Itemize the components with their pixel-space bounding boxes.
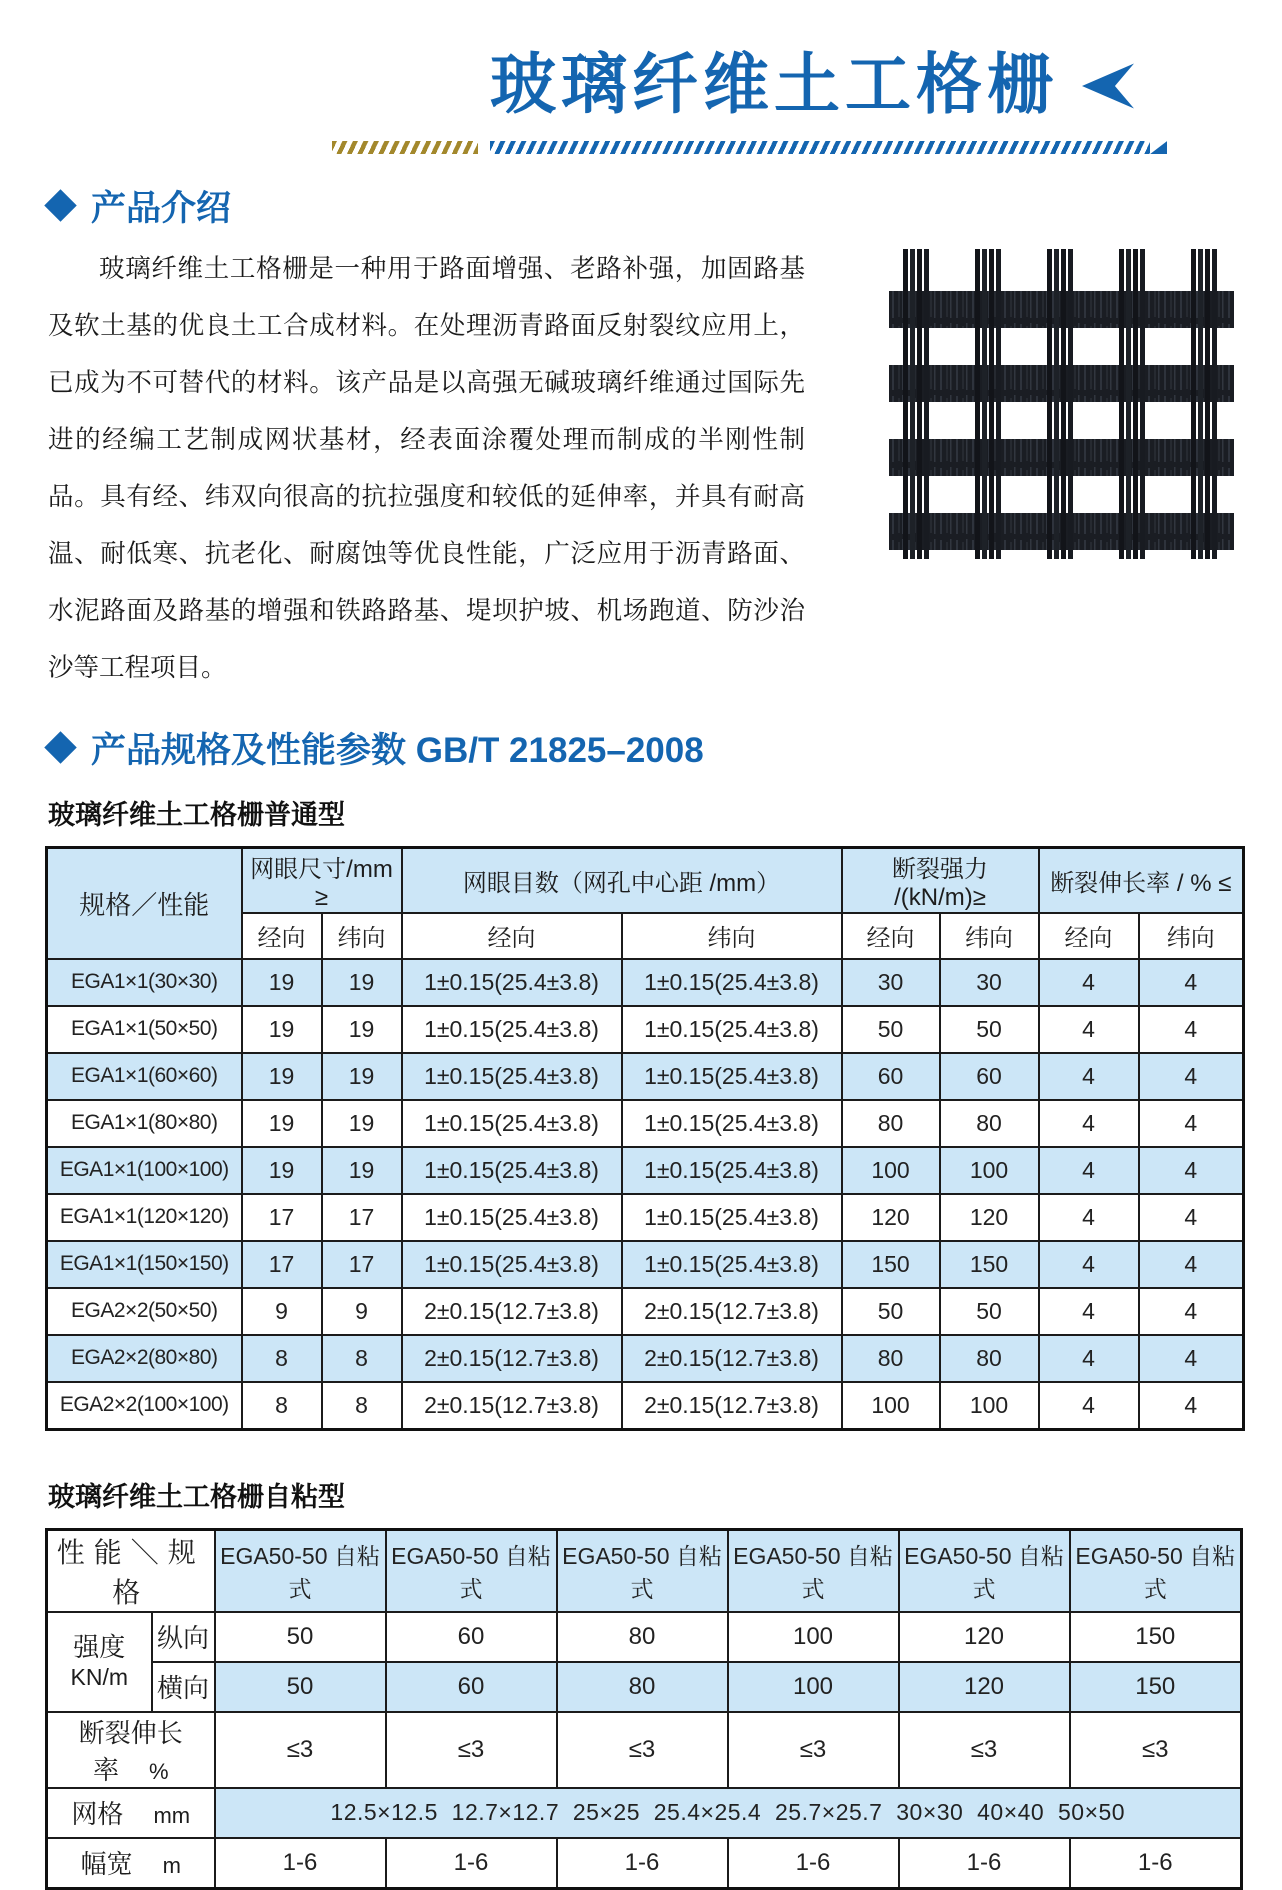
transverse-strength-row bbox=[47, 1662, 1242, 1712]
spec-value-cell: 80 bbox=[940, 1100, 1039, 1147]
width-row bbox=[47, 1838, 1242, 1889]
blue-stripe-bar bbox=[490, 141, 1150, 154]
strength-label-text: 强度 bbox=[73, 1631, 126, 1662]
spec-value-cell: 1±0.15(25.4±3.8) bbox=[622, 1053, 842, 1100]
spec-name-cell: EGA2×2(50×50) bbox=[47, 1288, 242, 1335]
spec-value-cell: 4 bbox=[1139, 1006, 1244, 1053]
spec-value-cell: 80 bbox=[940, 1335, 1039, 1382]
table-body bbox=[47, 959, 1244, 1430]
spec-value-cell: 50 bbox=[940, 1006, 1039, 1053]
elongation-header: 断裂伸长率 / % ≤ bbox=[1039, 847, 1244, 913]
width-value-cell: 1-6 bbox=[215, 1838, 386, 1889]
strength-value-cell: 60 bbox=[386, 1612, 557, 1662]
direction-header: 经向 bbox=[242, 913, 322, 959]
spec-header-cell: EGA50-50 自粘式 bbox=[1070, 1529, 1242, 1612]
spec-name-cell: EGA2×2(100×100) bbox=[47, 1382, 242, 1430]
spec-value-cell: 30 bbox=[940, 959, 1039, 1006]
spec-value-cell: 4 bbox=[1139, 1100, 1244, 1147]
section-heading: 产品规格及性能参数 GB/T 21825–2008 bbox=[91, 730, 704, 770]
spec-name-cell: EGA2×2(80×80) bbox=[47, 1335, 242, 1382]
break-strength-header: 断裂强力 /(kN/m)≥ bbox=[842, 847, 1039, 913]
table-header-row bbox=[47, 847, 1244, 913]
spec-value-cell: 1±0.15(25.4±3.8) bbox=[402, 1241, 622, 1288]
elongation-value-cell: ≤3 bbox=[386, 1712, 557, 1788]
elongation-value-cell: ≤3 bbox=[728, 1712, 899, 1788]
perf-spec-corner: 性能＼规格 bbox=[47, 1529, 215, 1612]
geogrid-photo-image bbox=[889, 249, 1234, 559]
strength-unit-text: KN/m bbox=[70, 1664, 128, 1691]
spec-value-cell: 17 bbox=[242, 1241, 322, 1288]
mesh-label bbox=[47, 1788, 215, 1838]
mesh-count-header: 网眼目数（网孔中心距 /mm） bbox=[402, 847, 842, 913]
width-value-cell: 1-6 bbox=[557, 1838, 728, 1889]
direction-header: 经向 bbox=[1039, 913, 1139, 959]
gold-stripe-bar bbox=[332, 141, 478, 154]
spec-value-cell: 4 bbox=[1039, 1006, 1139, 1053]
strength-value-cell: 50 bbox=[215, 1662, 386, 1712]
spec-value-cell: 1±0.15(25.4±3.8) bbox=[402, 1147, 622, 1194]
mesh-unit-text: mm bbox=[153, 1803, 191, 1829]
spec-value-cell: 60 bbox=[940, 1053, 1039, 1100]
spec-value-cell: 2±0.15(12.7±3.8) bbox=[622, 1382, 842, 1430]
strength-value-cell: 80 bbox=[557, 1662, 728, 1712]
spec-value-cell: 17 bbox=[322, 1194, 402, 1241]
table-row bbox=[47, 1241, 1244, 1288]
spec-value-cell: 60 bbox=[842, 1053, 940, 1100]
spec-name-cell: EGA1×1(150×150) bbox=[47, 1241, 242, 1288]
intro-paragraph: 玻璃纤维土工格栅是一种用于路面增强、老路补强，加固路基及软土基的优良土工合成材料。在处理沥青路面反射裂纹应用上，已成为不可替代的材料。该产品是以高强无碱玻璃纤维通过国际先进的经编工艺制成网状基材，经表面涂覆处理而制成的半刚性制品。具有经、纬双向很高的抗拉强度和较低的延伸率，并具有耐高 温、耐低寒、抗老化、耐腐蚀等优良性能，广泛应用于沥青路面、水泥路面及路基的增强和铁路路基、堤坝护坡、机场跑道、防沙治沙等工程项目。 bbox=[48, 254, 805, 682]
spec-name-cell: EGA1×1(50×50) bbox=[47, 1006, 242, 1053]
width-value-cell: 1-6 bbox=[1070, 1838, 1242, 1889]
spec-value-cell: 4 bbox=[1039, 1147, 1139, 1194]
elongation-value-cell: ≤3 bbox=[215, 1712, 386, 1788]
table-row bbox=[47, 1335, 1244, 1382]
spec-value-cell: 100 bbox=[940, 1147, 1039, 1194]
spec-value-cell: 4 bbox=[1039, 1241, 1139, 1288]
left-chevron-icon bbox=[1082, 63, 1134, 109]
spec-header-row bbox=[47, 1529, 1242, 1612]
spec-value-cell: 19 bbox=[322, 959, 402, 1006]
spec-value-cell: 1±0.15(25.4±3.8) bbox=[622, 959, 842, 1006]
spec-value-cell: 9 bbox=[242, 1288, 322, 1335]
standard-type-table bbox=[45, 846, 1245, 1431]
width-value-cell: 1-6 bbox=[386, 1838, 557, 1889]
transverse-label: 横向 bbox=[152, 1662, 215, 1712]
elongation-label bbox=[47, 1712, 215, 1788]
strength-value-cell: 60 bbox=[386, 1662, 557, 1712]
spec-value-cell: 1±0.15(25.4±3.8) bbox=[622, 1194, 842, 1241]
geogrid-photo bbox=[889, 249, 1234, 559]
spec-perf-header: 规格／性能 bbox=[47, 847, 242, 959]
spec-header-cell: EGA50-50 自粘式 bbox=[557, 1529, 728, 1612]
spec-value-cell: 4 bbox=[1139, 1194, 1244, 1241]
spec-header-cell: EGA50-50 自粘式 bbox=[728, 1529, 899, 1612]
elongation-unit-text: % bbox=[148, 1758, 169, 1784]
spec-value-cell: 8 bbox=[322, 1382, 402, 1430]
spec-value-cell: 1±0.15(25.4±3.8) bbox=[622, 1147, 842, 1194]
spec-value-cell: 2±0.15(12.7±3.8) bbox=[622, 1335, 842, 1382]
spec-value-cell: 2±0.15(12.7±3.8) bbox=[622, 1288, 842, 1335]
intro-heading-row bbox=[48, 181, 1282, 231]
stripe-end-triangle bbox=[1150, 141, 1167, 154]
spec-value-cell: 1±0.15(25.4±3.8) bbox=[622, 1006, 842, 1053]
elongation-value-cell: ≤3 bbox=[1070, 1712, 1242, 1788]
spec-value-cell: 150 bbox=[842, 1241, 940, 1288]
spec-value-cell: 50 bbox=[842, 1006, 940, 1053]
spec-value-cell: 50 bbox=[940, 1288, 1039, 1335]
spec-value-cell: 2±0.15(12.7±3.8) bbox=[402, 1382, 622, 1430]
spec-value-cell: 8 bbox=[242, 1335, 322, 1382]
self-adhesive-type-table bbox=[45, 1528, 1243, 1890]
page-header bbox=[0, 0, 1282, 155]
spec-value-cell: 4 bbox=[1039, 1288, 1139, 1335]
table-row bbox=[47, 1147, 1244, 1194]
table-row bbox=[47, 1382, 1244, 1430]
spec-value-cell: 1±0.15(25.4±3.8) bbox=[402, 1006, 622, 1053]
spec-value-cell: 4 bbox=[1139, 959, 1244, 1006]
strength-value-cell: 100 bbox=[728, 1612, 899, 1662]
strength-value-cell: 50 bbox=[215, 1612, 386, 1662]
direction-header: 纬向 bbox=[1139, 913, 1244, 959]
spec-value-cell: 4 bbox=[1139, 1053, 1244, 1100]
section-heading: 产品介绍 bbox=[91, 188, 232, 228]
spec-value-cell: 4 bbox=[1039, 1382, 1139, 1430]
mesh-values-cell: 12.5×12.5 12.7×12.7 25×25 25.4×25.4 25.7×25.7 30×30 40×40 50×50 bbox=[215, 1788, 1242, 1838]
width-value-cell: 1-6 bbox=[728, 1838, 899, 1889]
spec-value-cell: 4 bbox=[1139, 1288, 1244, 1335]
spec-value-cell: 17 bbox=[242, 1194, 322, 1241]
spec-value-cell: 19 bbox=[242, 1100, 322, 1147]
table-row bbox=[47, 1194, 1244, 1241]
spec-value-cell: 4 bbox=[1139, 1147, 1244, 1194]
intro-body bbox=[48, 241, 1234, 697]
spec-value-cell: 1±0.15(25.4±3.8) bbox=[622, 1100, 842, 1147]
spec-name-cell: EGA1×1(80×80) bbox=[47, 1100, 242, 1147]
spec-value-cell: 100 bbox=[842, 1147, 940, 1194]
spec-value-cell: 100 bbox=[842, 1382, 940, 1430]
direction-header: 纬向 bbox=[322, 913, 402, 959]
diamond-icon bbox=[44, 189, 77, 222]
direction-header: 经向 bbox=[842, 913, 940, 959]
spec-value-cell: 19 bbox=[322, 1100, 402, 1147]
page-title: 玻璃纤维土工格栅 bbox=[490, 49, 1058, 122]
spec-value-cell: 100 bbox=[940, 1382, 1039, 1430]
spec-value-cell: 1±0.15(25.4±3.8) bbox=[402, 1053, 622, 1100]
spec-value-cell: 120 bbox=[940, 1194, 1039, 1241]
table-row bbox=[47, 959, 1244, 1006]
spec-value-cell: 17 bbox=[322, 1241, 402, 1288]
spec-value-cell: 19 bbox=[322, 1006, 402, 1053]
longitudinal-strength-row bbox=[47, 1612, 1242, 1662]
spec-value-cell: 4 bbox=[1039, 959, 1139, 1006]
spec-value-cell: 30 bbox=[842, 959, 940, 1006]
spec-value-cell: 1±0.15(25.4±3.8) bbox=[402, 1100, 622, 1147]
width-label bbox=[47, 1838, 215, 1889]
mesh-size-header: 网眼尺寸/mm ≥ bbox=[242, 847, 402, 913]
spec-value-cell: 19 bbox=[242, 1006, 322, 1053]
spec-value-cell: 4 bbox=[1139, 1241, 1244, 1288]
spec-value-cell: 8 bbox=[242, 1382, 322, 1430]
spec-value-cell: 19 bbox=[322, 1053, 402, 1100]
spec-value-cell: 1±0.15(25.4±3.8) bbox=[402, 1194, 622, 1241]
spec-value-cell: 80 bbox=[842, 1335, 940, 1382]
table-row bbox=[47, 1006, 1244, 1053]
table1-subtitle: 玻璃纤维土工格栅普通型 bbox=[48, 799, 345, 830]
strength-value-cell: 120 bbox=[899, 1612, 1070, 1662]
width-unit-text: m bbox=[162, 1853, 181, 1879]
spec-header-cell: EGA50-50 自粘式 bbox=[386, 1529, 557, 1612]
direction-header: 纬向 bbox=[940, 913, 1039, 959]
title-row bbox=[0, 0, 1282, 123]
intro-section bbox=[0, 181, 1282, 697]
spec-value-cell: 4 bbox=[1039, 1100, 1139, 1147]
spec-value-cell: 120 bbox=[842, 1194, 940, 1241]
table-row bbox=[47, 1100, 1244, 1147]
diamond-icon bbox=[44, 731, 77, 764]
spec-value-cell: 80 bbox=[842, 1100, 940, 1147]
spec-value-cell: 50 bbox=[842, 1288, 940, 1335]
direction-header: 经向 bbox=[402, 913, 622, 959]
width-label-text: 幅宽 bbox=[80, 1849, 133, 1880]
strength-value-cell: 150 bbox=[1070, 1612, 1242, 1662]
spec-name-cell: EGA1×1(120×120) bbox=[47, 1194, 242, 1241]
longitudinal-label: 纵向 bbox=[152, 1612, 215, 1662]
spec-value-cell: 4 bbox=[1139, 1382, 1244, 1430]
spec-name-cell: EGA1×1(100×100) bbox=[47, 1147, 242, 1194]
decor-stripes bbox=[0, 141, 1282, 155]
strength-value-cell: 120 bbox=[899, 1662, 1070, 1712]
specs-section bbox=[0, 723, 1282, 1890]
spec-value-cell: 2±0.15(12.7±3.8) bbox=[402, 1288, 622, 1335]
elongation-row bbox=[47, 1712, 1242, 1788]
elongation-value-cell: ≤3 bbox=[557, 1712, 728, 1788]
spec-value-cell: 2±0.15(12.7±3.8) bbox=[402, 1335, 622, 1382]
spec-value-cell: 4 bbox=[1039, 1194, 1139, 1241]
strength-value-cell: 80 bbox=[557, 1612, 728, 1662]
spec-value-cell: 1±0.15(25.4±3.8) bbox=[402, 959, 622, 1006]
direction-header: 纬向 bbox=[622, 913, 842, 959]
spec-value-cell: 4 bbox=[1139, 1335, 1244, 1382]
specs-heading-row bbox=[48, 723, 1282, 773]
elongation-value-cell: ≤3 bbox=[899, 1712, 1070, 1788]
strength-value-cell: 100 bbox=[728, 1662, 899, 1712]
elongation-label-text: 断裂伸长率 bbox=[78, 1717, 183, 1785]
table-row bbox=[47, 1053, 1244, 1100]
spec-value-cell: 19 bbox=[242, 1053, 322, 1100]
spec-value-cell: 9 bbox=[322, 1288, 402, 1335]
spec-value-cell: 150 bbox=[940, 1241, 1039, 1288]
strength-value-cell: 150 bbox=[1070, 1662, 1242, 1712]
spec-value-cell: 4 bbox=[1039, 1335, 1139, 1382]
spec-value-cell: 19 bbox=[242, 1147, 322, 1194]
spec-header-cell: EGA50-50 自粘式 bbox=[899, 1529, 1070, 1612]
spec-name-cell: EGA1×1(60×60) bbox=[47, 1053, 242, 1100]
table2-subtitle: 玻璃纤维土工格栅自粘型 bbox=[48, 1481, 345, 1512]
spec-value-cell: 19 bbox=[322, 1147, 402, 1194]
table-row bbox=[47, 1288, 1244, 1335]
width-value-cell: 1-6 bbox=[899, 1838, 1070, 1889]
mesh-row bbox=[47, 1788, 1242, 1838]
spec-value-cell: 19 bbox=[242, 959, 322, 1006]
spec-value-cell: 1±0.15(25.4±3.8) bbox=[622, 1241, 842, 1288]
spec-name-cell: EGA1×1(30×30) bbox=[47, 959, 242, 1006]
spec-header-cell: EGA50-50 自粘式 bbox=[215, 1529, 386, 1612]
strength-label bbox=[47, 1612, 152, 1712]
mesh-label-text: 网格 bbox=[71, 1799, 124, 1830]
spec-value-cell: 4 bbox=[1039, 1053, 1139, 1100]
spec-value-cell: 8 bbox=[322, 1335, 402, 1382]
